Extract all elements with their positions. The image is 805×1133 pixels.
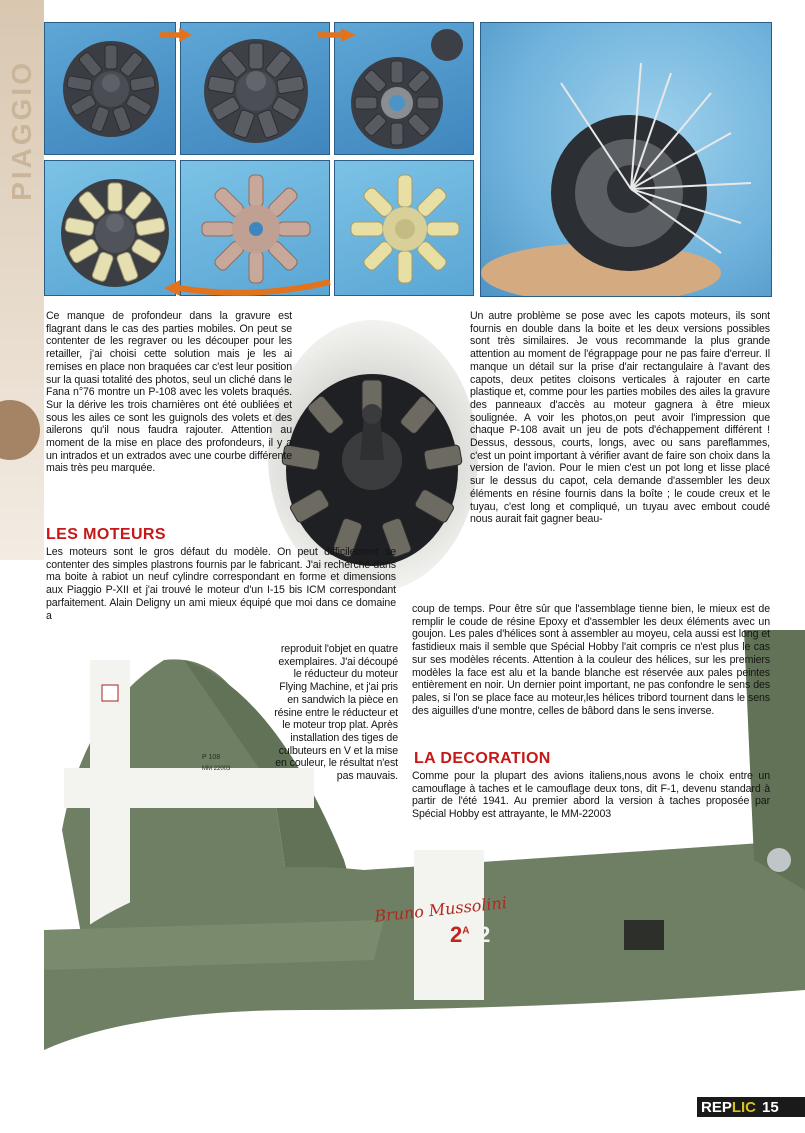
engine-icon	[335, 23, 474, 155]
brand-accent: LIC	[731, 1098, 757, 1116]
signature: Bruno Mussolini	[373, 893, 508, 926]
tail-code: P 108	[202, 754, 221, 761]
side-decoration-letters: PIAGGIO	[6, 60, 37, 201]
photo-engine-step-2	[180, 22, 330, 155]
magazine-logo	[697, 1097, 805, 1117]
unit-code-suffix: 2	[478, 922, 491, 947]
engine-icon	[181, 161, 330, 296]
engine-icon	[45, 161, 176, 296]
engine-icon	[181, 23, 330, 155]
moteurs-paragraph-2: reproduit l'objet en quatre exemplaires. J'ai découpé le réducteur du moteur Flying Machine, et j'ai pris en sandwich la pièce en résine entre le réducteur et le moteur trop plat. Après installation des tiges de culbuteurs en V et la mise en couleur, le résultat n'est pas mauvais.	[274, 643, 398, 783]
right-paragraph-1: Un autre problème se pose avec les capots moteurs, ils sont fournis en double dans la boite et les deux versions possibles sont très similaires. Je vous recommande la plus grande attention au moment de l'égrappage pour ne pas faire d'erreur. Il manque un détail sur la prise d'air rectangulaire à l'avant des capots, deux petites cloisons verticales à rajouter en carte plastique et, comme pour les parties mobiles des ailes la gravure des panneaux d'accès au moteur gagnera à être mieux soulignée. A voir les photos,on peut avoir l'impression que chaque P-108 avait un jeu de pots d'échappement différent ! Dessus, dessous, courts, longs, avec ou sans pareflammes, c'est un point important à vérifier avant de faire son choix dans la version de l'avion. Pour le mien c'est un pot long et lisse placé sur le dessus du capot, cela demande d'assembler les deux éléments en résine fournis dans la boîte ; le coude creux et le tuyau, c'est long et compliqué, un tuyau avec embout coudé nous aurait fait gagner beau-	[470, 310, 770, 526]
decoration-paragraph: Comme pour la plupart des avions italiens,nous avons le choix entre un camouflage à taches et le camouflage deux tons, dit F-1, devenu standard à partir de l'été 1941. Au premier abord la version à taches proposée par Spécial Hobby est attrayante, le MM-22003	[412, 770, 770, 821]
photo-engine-step-3	[334, 22, 474, 155]
engine-icon	[335, 161, 474, 296]
moteurs-paragraph-1: Les moteurs sont le gros défaut du modèle. On peut difficilement se contenter des simples plastrons fournis par le fabricant. J'ai recherché dans ma boite à rabiot un neuf cylindre correspondant en forme et dimensions aux Piaggio P-XII et j'ai trouvé le moteur d'un I-15 bis ICM correspondant parfaitement. Alain Deligny un ami mieux équipé que moi dans ce domaine a	[46, 546, 396, 622]
decoration-heading: LA DECORATION	[414, 750, 551, 767]
photo-engine-step-6	[334, 160, 474, 296]
unit-code-sup: A	[462, 925, 470, 937]
arrow-left-icon	[164, 278, 334, 298]
side-decoration	[0, 0, 44, 560]
page-number: 15	[762, 1098, 779, 1116]
photo-engine-step-5	[180, 160, 330, 296]
photo-engine-step-1	[44, 22, 176, 155]
engine-icon	[45, 23, 176, 155]
engine-icon	[481, 23, 772, 297]
photo-engine-pushrods	[480, 22, 772, 297]
intro-paragraph: Ce manque de profondeur dans la gravure est flagrant dans le cas des parties mobiles. On peut se contenter de les regraver ou les découper pour les retailler, j'ai choisi cette solution mais je les ai remises en place non braquées car c'est leur position sur la quasi totalité des photos, seul un cliché dans le Fana n°76 montre un P-108 avec les volets braqués. Sur la dérive les trois charnières ont été oubliées et sous les ailes ce sont les guignols des volets et des ailerons qu'il nous faudra rajouter. Attention au moment de la mise en place des profondeurs, il y a un intrados et un extrados avec une courbe différente mais très peu marquée.	[46, 310, 292, 475]
unit-code-number: 2	[450, 922, 463, 947]
serial-number: MM 22003	[202, 766, 231, 772]
unit-code: $2^A$ -2	[450, 922, 491, 947]
brand-left: REP	[701, 1098, 732, 1116]
moteurs-heading: LES MOTEURS	[46, 526, 166, 543]
photo-engine-step-4	[44, 160, 176, 296]
right-paragraph-2: coup de temps. Pour être sûr que l'assemblage tienne bien, le mieux est de remplir le coude de résine Epoxy et d'assembler les deux éléments avec un goujon. Les pales d'hélices sont à assembler au moyeu, cela aussi est long et fastidieux mais il semble que Spécial Hobby l'ait compris ce n'est plus le cas sur ses modèles récents. Attention à la couleur des hélices, sur les premiers modèles la face est alu et la bande blanche est réservée aux pales peintes entièrement en noir. Un dernier point important, ne pas confondre le sens des pales, si l'on se place face au moteur,les hélices tribord tournent dans le sens des aiguilles d'une montre, celles de bâbord dans le sens inverse.	[412, 603, 770, 717]
